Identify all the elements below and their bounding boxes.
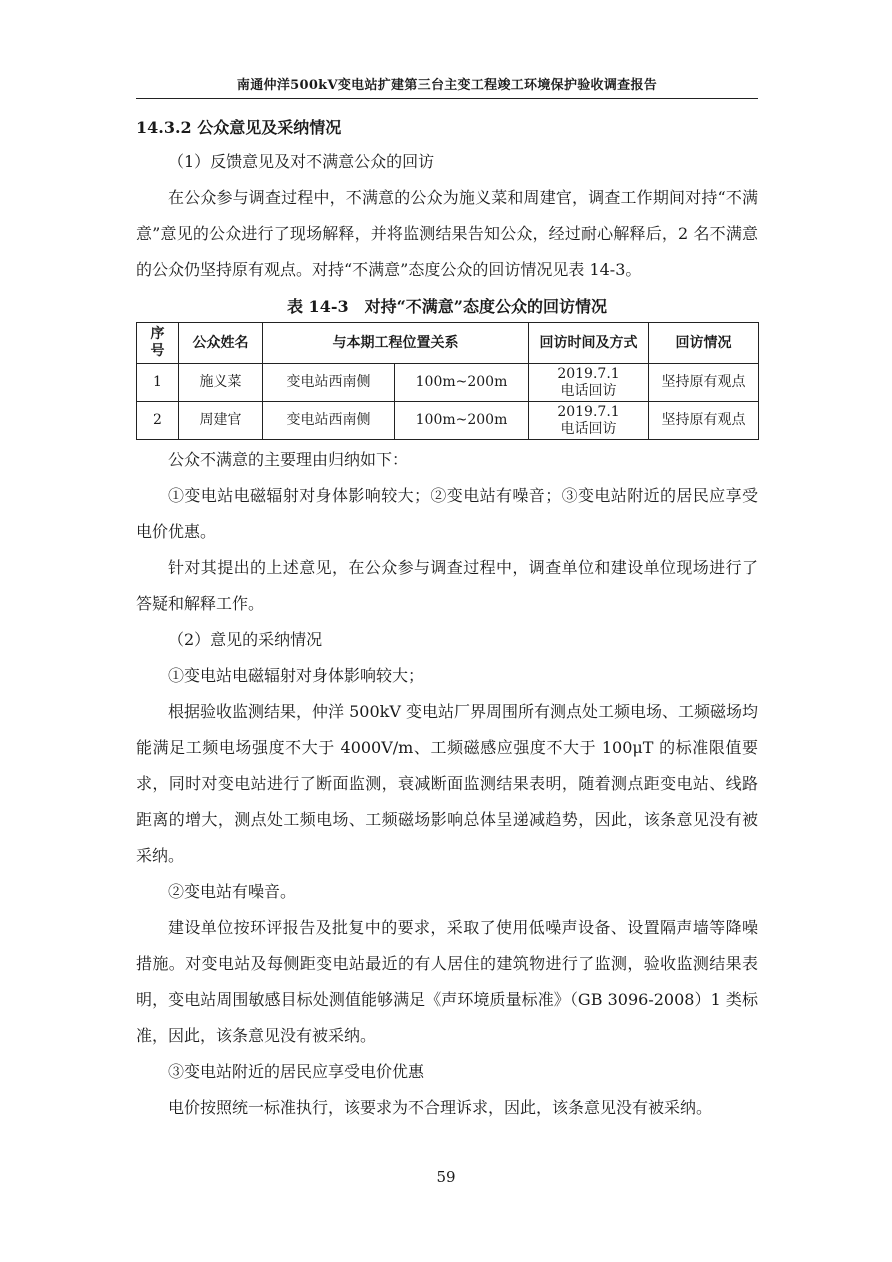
table-header-row — [137, 323, 759, 364]
cell-no: 1 — [137, 364, 179, 402]
subsection-heading-feedback: （1）反馈意见及对不满意公众的回访 — [168, 152, 435, 171]
page-header — [136, 76, 758, 99]
cell-position: 变电站西南侧 — [263, 364, 395, 402]
paragraph-reasons-intro: 公众不满意的主要理由归纳如下： — [168, 450, 409, 469]
cell-method: 电话回访 — [560, 420, 617, 437]
table-row — [137, 402, 759, 440]
header-name: 公众姓名 — [179, 323, 263, 364]
cell-date: 2019.7.1 — [557, 403, 620, 420]
cell-name: 施义菜 — [179, 364, 263, 402]
opinion-emf: ①变电站电磁辐射对身体影响较大； — [168, 666, 425, 685]
paragraph-reasons-list: ①变电站电磁辐射对身体影响较大；②变电站有噪音；③变电站附近的居民应享受电价优惠。 — [136, 486, 758, 541]
cell-result: 坚持原有观点 — [649, 364, 759, 402]
paragraph-explanation: 针对其提出的上述意见，在公众参与调查过程中，调查单位和建设单位现场进行了答疑和解释工作。 — [136, 558, 758, 613]
header-title: 南通仲洋500kV变电站扩建第三台主变工程竣工环境保护验收调查报告 — [236, 78, 658, 93]
paragraph-survey-process: 在公众参与调查过程中，不满意的公众为施义菜和周建官，调查工作期间对持“不满意”意见的公众进行了现场解释，并将监测结果告知公众，经过耐心解释后，2 名不满意的公众仍坚持原有观点。对持“不满意”态度公众的回访情况见表 14-3。 — [136, 188, 758, 279]
header-time: 回访时间及方式 — [529, 323, 649, 364]
header-result: 回访情况 — [649, 323, 759, 364]
cell-position: 变电站西南侧 — [263, 402, 395, 440]
header-no — [137, 323, 179, 364]
cell-date: 2019.7.1 — [557, 365, 620, 382]
opinion-electricity-price: ③变电站附近的居民应享受电价优惠 — [168, 1062, 425, 1081]
table-caption: 表 14-3 对持“不满意”态度公众的回访情况 — [286, 297, 608, 316]
paragraph-emf-response: 根据验收监测结果，仲洋 500kV 变电站厂界周围所有测点处工频电场、工频磁场均能满足工频电场强度不大于 4000V/m、工频磁感应强度不大于 100μT 的标准限值要求，同时对变电站进行了断面监测，衰减断面监测结果表明，随着测点距变电站、线路距离的增大，测点处工频电场、工频磁场影响总体呈递减趋势，因此，该条意见没有被采纳。 — [136, 702, 758, 865]
table-row — [137, 364, 759, 402]
cell-distance: 100m~200m — [395, 402, 529, 440]
cell-distance: 100m~200m — [395, 364, 529, 402]
cell-no: 2 — [137, 402, 179, 440]
page-content — [136, 112, 758, 1126]
subsection-heading-adoption: （2）意见的采纳情况 — [168, 630, 323, 649]
cell-name: 周建官 — [179, 402, 263, 440]
header-relation: 与本期工程位置关系 — [263, 323, 529, 364]
cell-time — [529, 364, 649, 402]
page-number: 59 — [436, 1168, 456, 1186]
cell-time — [529, 402, 649, 440]
header-no-label: 序号 — [150, 326, 165, 359]
section-title: 14.3.2 公众意见及采纳情况 — [136, 118, 342, 137]
revisit-table — [136, 322, 759, 440]
paragraph-noise-response: 建设单位按环评报告及批复中的要求，采取了使用低噪声设备、设置隔声墙等降噪措施。对变电站及每侧距变电站最近的有人居住的建筑物进行了监测，验收监测结果表明，变电站周围敏感目标处测值能够满足《声环境质量标准》（GB 3096-2008）1 类标准，因此，该条意见没有被采纳。 — [136, 918, 758, 1045]
cell-result: 坚持原有观点 — [649, 402, 759, 440]
cell-method: 电话回访 — [560, 382, 617, 399]
opinion-noise: ②变电站有噪音。 — [168, 882, 297, 901]
paragraph-price-response: 电价按照统一标准执行，该要求为不合理诉求，因此，该条意见没有被采纳。 — [168, 1098, 713, 1117]
